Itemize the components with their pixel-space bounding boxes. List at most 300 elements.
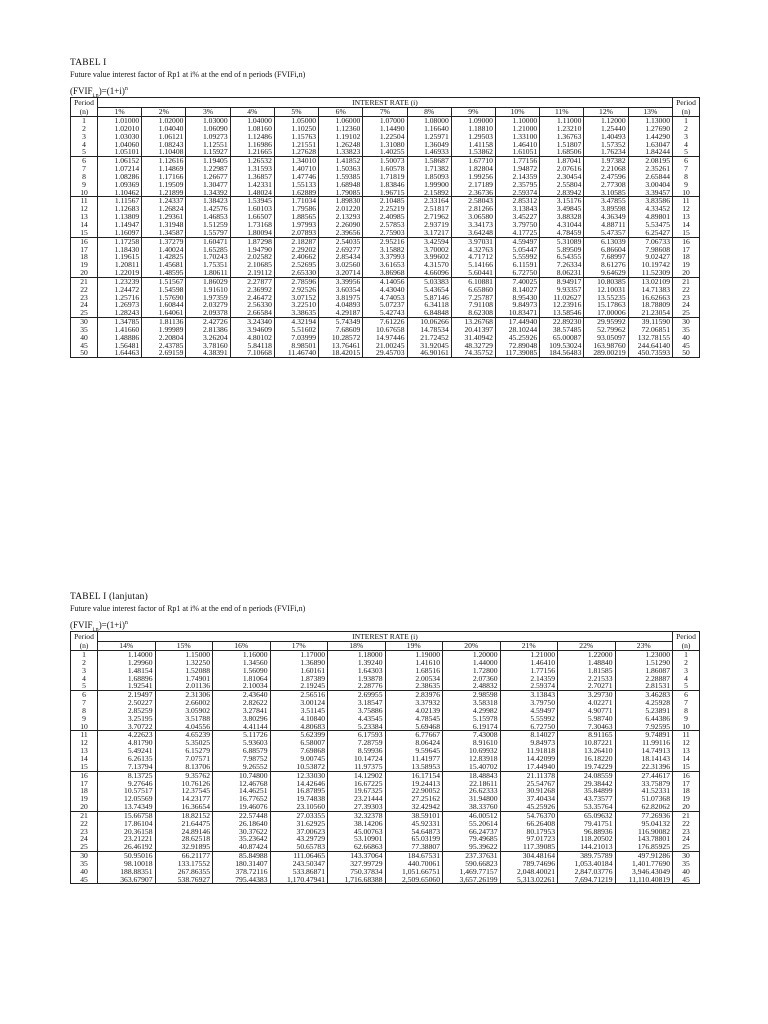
factor-cell: 3.20714 — [319, 269, 363, 277]
table-row — [71, 675, 700, 683]
period-cell: 6 — [71, 691, 98, 699]
factor-cell: 1.08000 — [407, 117, 451, 125]
period-cell: 6 — [673, 157, 700, 165]
factor-cell: 6.58007 — [270, 739, 328, 747]
factor-cell: 2.66002 — [155, 699, 213, 707]
factor-cell: 1.13000 — [628, 117, 672, 125]
factor-cell: 1.22504 — [363, 133, 407, 141]
factor-cell: 12.33030 — [270, 771, 328, 779]
factor-cell: 1.50363 — [319, 165, 363, 173]
factor-cell: 378.72116 — [213, 868, 271, 876]
factor-cell: 8.94917 — [540, 277, 584, 285]
factor-cell: 2.30454 — [540, 173, 584, 181]
factor-cell: 1.11567 — [98, 197, 142, 205]
factor-cell: 18.78809 — [628, 301, 672, 309]
factor-cell: 1,170.47941 — [270, 876, 328, 884]
rate-header: 22% — [558, 642, 616, 651]
period-cell: 45 — [673, 876, 700, 884]
factor-cell: 304.48164 — [500, 852, 558, 860]
factor-cell: 2.69955 — [328, 691, 386, 699]
factor-cell: 1.26248 — [319, 141, 363, 149]
table-row — [71, 125, 700, 133]
factor-cell: 5.51602 — [274, 326, 318, 334]
factor-cell: 1.79586 — [274, 205, 318, 213]
factor-cell: 1.51567 — [142, 277, 186, 285]
factor-cell: 13.58546 — [540, 309, 584, 317]
period-cell: 23 — [71, 828, 98, 836]
factor-cell: 6.54355 — [540, 253, 584, 261]
rate-header: 6% — [319, 108, 363, 117]
factor-cell: 1.40493 — [584, 133, 628, 141]
factor-cell: 2.03279 — [186, 301, 230, 309]
period-cell: 14 — [71, 755, 98, 763]
factor-cell: 2.82622 — [213, 699, 271, 707]
factor-cell: 25.54767 — [500, 780, 558, 788]
factor-cell: 33.75879 — [615, 780, 673, 788]
period-cell: 12 — [673, 205, 700, 213]
factor-cell: 3.18547 — [328, 699, 386, 707]
period-cell: 30 — [71, 318, 98, 326]
factor-cell: 3.47855 — [584, 197, 628, 205]
period-cell: 5 — [673, 682, 700, 690]
factor-cell: 10.28572 — [319, 334, 363, 342]
factor-cell: 4.59497 — [500, 707, 558, 715]
period-cell: 15 — [71, 229, 98, 237]
factor-cell: 45.25926 — [495, 334, 539, 342]
factor-cell: 1.48886 — [98, 334, 142, 342]
factor-cell: 1.04000 — [230, 117, 274, 125]
factor-cell: 54.76370 — [500, 811, 558, 819]
factor-cell: 1.70243 — [186, 253, 230, 261]
factor-cell: 4.65239 — [155, 731, 213, 739]
factor-cell: 4.32194 — [274, 318, 318, 326]
factor-cell: 1.60471 — [186, 237, 230, 245]
period-cell: 3 — [673, 133, 700, 141]
factor-cell: 3.99602 — [407, 253, 451, 261]
factor-cell: 1,469.77157 — [443, 868, 501, 876]
factor-cell: 13.02109 — [628, 277, 672, 285]
factor-cell: 5.35025 — [155, 739, 213, 747]
period-cell: 22 — [673, 820, 700, 828]
factor-cell: 327.99729 — [328, 860, 386, 868]
period-header: Period — [71, 98, 98, 108]
factor-cell: 1.87389 — [270, 675, 328, 683]
rate-header: 3% — [186, 108, 230, 117]
factor-cell: 2.57853 — [363, 221, 407, 229]
factor-cell: 4.88711 — [584, 221, 628, 229]
table-row — [71, 189, 700, 197]
interest-rate-header: INTEREST RATE (i) — [98, 98, 673, 108]
factor-cell: 1.44290 — [628, 133, 672, 141]
factor-cell: 7.03999 — [274, 334, 318, 342]
factor-cell: 1.92541 — [98, 682, 156, 690]
period-cell: 18 — [673, 787, 700, 795]
factor-cell: 3.15176 — [540, 197, 584, 205]
factor-cell: 3.17217 — [407, 229, 451, 237]
interest-rate-header: INTEREST RATE (i) — [98, 632, 673, 642]
period-cell: 11 — [71, 197, 98, 205]
factor-cell: 143.37064 — [328, 852, 386, 860]
factor-cell: 6.72750 — [495, 269, 539, 277]
period-cell: 13 — [673, 213, 700, 221]
factor-cell: 3.42594 — [407, 237, 451, 245]
factor-cell: 8.62308 — [451, 309, 495, 317]
factor-cell: 4.04893 — [319, 301, 363, 309]
factor-cell: 45.25926 — [500, 803, 558, 811]
factor-cell: 29.95992 — [584, 318, 628, 326]
factor-cell: 1.14490 — [363, 125, 407, 133]
table-row — [71, 165, 700, 173]
table-row — [71, 326, 700, 334]
factor-cell: 1.14000 — [98, 651, 156, 659]
factor-cell: 2.54035 — [319, 237, 363, 245]
factor-cell: 2.25219 — [363, 205, 407, 213]
factor-cell: 2.28776 — [328, 682, 386, 690]
factor-cell: 8.95430 — [495, 294, 539, 302]
period-cell: 6 — [71, 157, 98, 165]
factor-cell: 2.47596 — [584, 173, 628, 181]
factor-cell: 1.60103 — [230, 205, 274, 213]
factor-cell: 1.81136 — [142, 318, 186, 326]
factor-cell: 80.17953 — [500, 828, 558, 836]
table-title: TABEL I (lanjutan) — [70, 592, 148, 602]
factor-cell: 1.51259 — [186, 221, 230, 229]
factor-cell: 21.00245 — [363, 342, 407, 350]
factor-cell: 1.06000 — [319, 117, 363, 125]
factor-cell: 2.14359 — [500, 675, 558, 683]
factor-cell: 1.19509 — [142, 181, 186, 189]
factor-cell: 45.92331 — [385, 820, 443, 828]
factor-cell: 5.11726 — [213, 731, 271, 739]
period-cell: 50 — [71, 349, 98, 357]
factor-cell: 21.72452 — [407, 334, 451, 342]
factor-cell: 1.50073 — [363, 157, 407, 165]
factor-cell: 144.21013 — [558, 843, 616, 851]
factor-cell: 22.18611 — [443, 780, 501, 788]
period-cell: 18 — [71, 253, 98, 261]
factor-cell: 15.66758 — [98, 811, 156, 819]
factor-cell: 9.59645 — [385, 747, 443, 755]
factor-cell: 2,509.65060 — [385, 876, 443, 884]
table-row — [71, 659, 700, 667]
factor-cell: 7.92595 — [615, 723, 673, 731]
factor-cell: 2.66584 — [230, 309, 274, 317]
table-row — [71, 843, 700, 851]
factor-cell: 2.55804 — [540, 181, 584, 189]
factor-cell: 1.03030 — [98, 133, 142, 141]
factor-cell: 4.74053 — [363, 294, 407, 302]
factor-cell: 3.51145 — [270, 707, 328, 715]
factor-cell: 38.59101 — [385, 811, 443, 819]
factor-cell: 2.40985 — [363, 213, 407, 221]
rate-header: 23% — [615, 642, 673, 651]
factor-cell: 1.97993 — [274, 221, 318, 229]
factor-cell: 1.39240 — [328, 659, 386, 667]
factor-cell: 7.98608 — [628, 246, 672, 254]
period-cell: 10 — [673, 723, 700, 731]
factor-cell: 2.43640 — [213, 691, 271, 699]
table-row — [71, 277, 700, 285]
period-cell: 45 — [71, 342, 98, 350]
factor-cell: 538.76927 — [155, 876, 213, 884]
period-cell: 35 — [71, 326, 98, 334]
rate-header: 18% — [328, 642, 386, 651]
table-row — [71, 229, 700, 237]
factor-cell: 3.61653 — [363, 261, 407, 269]
factor-cell: 8.13725 — [98, 771, 156, 779]
factor-cell: 1.71034 — [274, 197, 318, 205]
table-row — [71, 803, 700, 811]
factor-cell: 1.82804 — [451, 165, 495, 173]
period-cell: 30 — [71, 852, 98, 860]
factor-cell: 2.75903 — [363, 229, 407, 237]
factor-cell: 4.04556 — [155, 723, 213, 731]
table-row — [71, 852, 700, 860]
period-cell: 15 — [673, 763, 700, 771]
period-cell: 20 — [71, 803, 98, 811]
factor-cell: 1.94790 — [230, 246, 274, 254]
factor-cell: 38.14206 — [328, 820, 386, 828]
period-cell: 10 — [71, 723, 98, 731]
factor-cell: 1.71382 — [407, 165, 451, 173]
factor-cell: 1.75351 — [186, 261, 230, 269]
period-cell: 23 — [673, 828, 700, 836]
factor-cell: 1.56481 — [98, 342, 142, 350]
factor-cell: 2.85434 — [319, 253, 363, 261]
factor-cell: 3.49845 — [540, 205, 584, 213]
factor-cell: 1.18430 — [98, 246, 142, 254]
factor-cell: 4.66096 — [407, 269, 451, 277]
factor-cell: 5,313.02261 — [500, 876, 558, 884]
factor-cell: 1.40255 — [363, 148, 407, 156]
factor-cell: 1.26532 — [230, 157, 274, 165]
table-row — [71, 723, 700, 731]
factor-cell: 1.83846 — [363, 181, 407, 189]
factor-cell: 497.91286 — [615, 852, 673, 860]
factor-cell: 3.64248 — [451, 229, 495, 237]
n-header: (n) — [673, 108, 700, 117]
factor-cell: 1.87298 — [230, 237, 274, 245]
period-cell: 20 — [71, 269, 98, 277]
factor-cell: 9.02427 — [628, 253, 672, 261]
factor-cell: 50.95016 — [98, 852, 156, 860]
table-row — [71, 715, 700, 723]
table-row — [71, 221, 700, 229]
period-cell: 45 — [673, 342, 700, 350]
factor-cell: 10.69932 — [443, 747, 501, 755]
factor-cell: 176.85925 — [615, 843, 673, 851]
factor-cell: 3.37932 — [385, 699, 443, 707]
factor-cell: 2.38635 — [385, 682, 443, 690]
factor-cell: 5.43654 — [407, 286, 451, 294]
factor-cell: 9.26552 — [213, 763, 271, 771]
period-cell: 12 — [71, 739, 98, 747]
factor-cell: 10.74800 — [213, 771, 271, 779]
rate-header: 2% — [142, 108, 186, 117]
period-cell: 45 — [71, 876, 98, 884]
factor-cell: 1.19102 — [319, 133, 363, 141]
factor-cell: 1.73168 — [230, 221, 274, 229]
formula: $(FVIF_{i,n})=(1+i)^n$ — [70, 620, 128, 633]
factor-cell: 12.46768 — [213, 780, 271, 788]
rate-header: 4% — [230, 108, 274, 117]
factor-cell: 1.14869 — [142, 165, 186, 173]
period-header: Period — [673, 98, 700, 108]
table-row — [71, 651, 700, 659]
factor-cell: 20.41397 — [451, 326, 495, 334]
factor-cell: 4.32763 — [451, 246, 495, 254]
formula: $(FVIF_{i,n})=(1+i)^n$ — [70, 86, 128, 99]
factor-cell: 1.34010 — [274, 157, 318, 165]
period-cell: 17 — [71, 780, 98, 788]
factor-cell: 50.65783 — [270, 843, 328, 851]
factor-cell: 6.19174 — [443, 723, 501, 731]
factor-cell: 1.46853 — [186, 213, 230, 221]
rate-header: 13% — [628, 108, 672, 117]
period-cell: 21 — [71, 277, 98, 285]
factor-cell: 2.08195 — [628, 157, 672, 165]
factor-cell: 1.76234 — [584, 148, 628, 156]
period-cell: 9 — [673, 715, 700, 723]
factor-cell: 1.48154 — [98, 667, 156, 675]
factor-cell: 1.16097 — [98, 229, 142, 237]
rate-header: 17% — [270, 642, 328, 651]
factor-cell: 46.00512 — [443, 811, 501, 819]
factor-cell: 2.35261 — [628, 165, 672, 173]
factor-cell: 53.35764 — [558, 803, 616, 811]
factor-cell: 1.11000 — [540, 117, 584, 125]
factor-cell: 2.52695 — [274, 261, 318, 269]
period-cell: 5 — [673, 148, 700, 156]
factor-cell: 2.17189 — [451, 181, 495, 189]
factor-cell: 1.12616 — [142, 157, 186, 165]
period-cell: 19 — [71, 795, 98, 803]
factor-cell: 11.46740 — [274, 349, 318, 357]
factor-cell: 590.66823 — [443, 860, 501, 868]
period-cell: 1 — [71, 117, 98, 125]
factor-cell: 14.23177 — [155, 795, 213, 803]
factor-cell: 1.07214 — [98, 165, 142, 173]
factor-cell: 1.25716 — [98, 294, 142, 302]
factor-cell: 85.84988 — [213, 852, 271, 860]
factor-cell: 41.52331 — [615, 787, 673, 795]
factor-cell: 1.96715 — [363, 189, 407, 197]
factor-cell: 10.87221 — [558, 739, 616, 747]
factor-cell: 17.86104 — [98, 820, 156, 828]
factor-cell: 1.85093 — [407, 173, 451, 181]
table-row — [71, 237, 700, 245]
factor-cell: 10.76126 — [155, 780, 213, 788]
period-cell: 11 — [71, 731, 98, 739]
factor-cell: 363.67907 — [98, 876, 156, 884]
factor-cell: 9.64629 — [584, 269, 628, 277]
factor-cell: 1.21665 — [230, 148, 274, 156]
factor-cell: 1.25971 — [407, 133, 451, 141]
factor-cell: 8.59936 — [328, 747, 386, 755]
period-cell: 25 — [71, 843, 98, 851]
factor-cell: 1.97359 — [186, 294, 230, 302]
factor-cell: 1.31593 — [230, 165, 274, 173]
factor-cell: 8.06424 — [385, 739, 443, 747]
factor-cell: 4.31044 — [540, 221, 584, 229]
factor-cell: 7.69868 — [270, 747, 328, 755]
factor-cell: 4.43545 — [328, 715, 386, 723]
factor-cell: 1.21551 — [274, 141, 318, 149]
factor-cell: 23.21444 — [328, 795, 386, 803]
factor-cell: 2.98598 — [443, 691, 501, 699]
factor-cell: 1.33823 — [319, 148, 363, 156]
factor-cell: 4.33452 — [628, 205, 672, 213]
factor-cell: 19.67325 — [328, 787, 386, 795]
rate-header: 7% — [363, 108, 407, 117]
factor-cell: 1.05101 — [98, 148, 142, 156]
factor-cell: 43.29729 — [270, 835, 328, 843]
factor-cell: 2.02582 — [230, 253, 274, 261]
factor-cell: 1.10000 — [495, 117, 539, 125]
period-cell: 14 — [673, 755, 700, 763]
period-cell: 1 — [71, 651, 98, 659]
factor-cell: 2.95216 — [363, 237, 407, 245]
factor-cell: 180.31407 — [213, 860, 271, 868]
factor-cell: 184.56483 — [540, 349, 584, 357]
factor-cell: 1.81585 — [558, 667, 616, 675]
factor-cell: 4.14056 — [363, 277, 407, 285]
factor-cell: 1.60844 — [142, 301, 186, 309]
factor-cell: 1.12551 — [186, 141, 230, 149]
period-header: Period — [71, 632, 98, 642]
table-title: TABEL I — [70, 58, 107, 68]
rate-header: 16% — [213, 642, 271, 651]
factor-cell: 4.71712 — [451, 253, 495, 261]
factor-cell: 2.69277 — [319, 246, 363, 254]
factor-cell: 2.13293 — [319, 213, 363, 221]
factor-cell: 14.46251 — [213, 787, 271, 795]
factor-cell: 4.22623 — [98, 731, 156, 739]
factor-cell: 3.05902 — [155, 707, 213, 715]
table-row — [71, 349, 700, 357]
factor-cell: 4.78459 — [540, 229, 584, 237]
period-cell: 2 — [673, 125, 700, 133]
factor-cell: 72.06851 — [628, 326, 672, 334]
factor-cell: 1.56090 — [213, 667, 271, 675]
period-cell: 6 — [673, 691, 700, 699]
factor-cell: 1.67710 — [451, 157, 495, 165]
factor-cell: 43.73577 — [558, 795, 616, 803]
period-cell: 19 — [71, 261, 98, 269]
factor-cell: 1.21000 — [500, 651, 558, 659]
factor-cell: 6.17593 — [328, 731, 386, 739]
factor-cell: 2.70271 — [558, 682, 616, 690]
factor-cell: 1.17000 — [270, 651, 328, 659]
factor-cell: 1.18000 — [328, 651, 386, 659]
factor-cell: 7.68997 — [584, 253, 628, 261]
factor-cell: 2.69159 — [142, 349, 186, 357]
factor-cell: 267.86355 — [155, 868, 213, 876]
factor-cell: 1.55797 — [186, 229, 230, 237]
factor-cell: 1.34392 — [186, 189, 230, 197]
factor-cell: 2.15892 — [407, 189, 451, 197]
factor-cell: 3.10585 — [584, 189, 628, 197]
table-row — [71, 157, 700, 165]
factor-cell: 7.10668 — [230, 349, 274, 357]
n-header: (n) — [71, 108, 98, 117]
factor-cell: 22.90052 — [385, 787, 443, 795]
factor-cell: 1.02000 — [142, 117, 186, 125]
factor-cell: 3.27841 — [213, 707, 271, 715]
factor-cell: 1.06090 — [186, 125, 230, 133]
table-row — [71, 334, 700, 342]
period-cell: 4 — [71, 675, 98, 683]
